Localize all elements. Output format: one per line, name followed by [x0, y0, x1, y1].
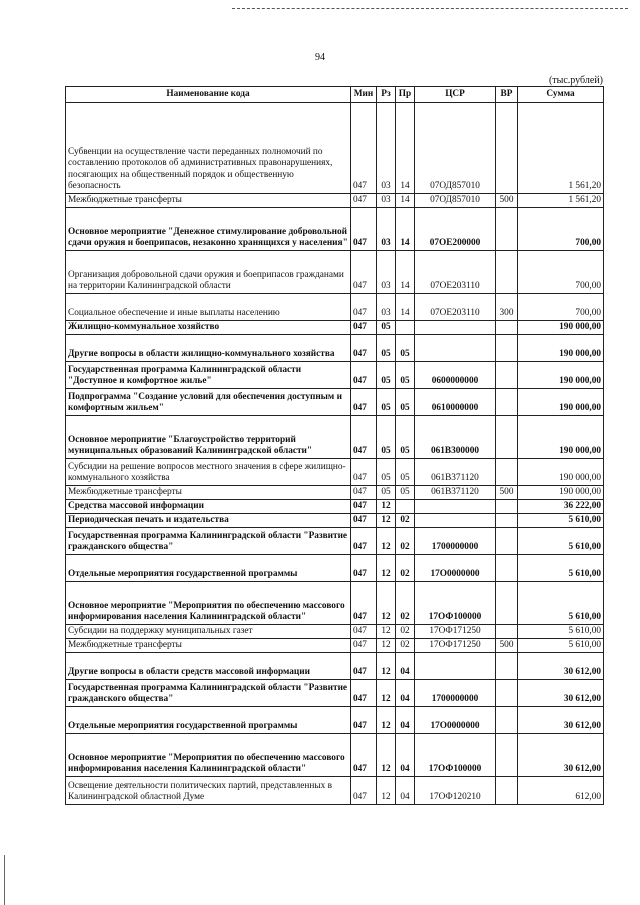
cell-csr — [415, 514, 496, 528]
cell-sum: 190 000,00 — [518, 416, 604, 459]
cell-rz: 03 — [377, 103, 396, 194]
cell-rz: 03 — [377, 194, 396, 208]
cell-rz: 12 — [377, 625, 396, 639]
cell-min: 047 — [351, 486, 377, 500]
cell-rz: 12 — [377, 734, 396, 777]
cell-csr: 061В371120 — [415, 486, 496, 500]
cell-vr: 500 — [496, 639, 518, 653]
cell-csr: 1700000000 — [415, 528, 496, 555]
cell-min: 047 — [351, 528, 377, 555]
cell-pr: 14 — [396, 194, 415, 208]
cell-pr: 04 — [396, 734, 415, 777]
cell-name: Периодическая печать и издательства — [66, 514, 351, 528]
cell-vr — [496, 777, 518, 805]
cell-name: Организация добровольной сдачи оружия и боеприпасов гражданами на территории Калининградской области — [66, 251, 351, 294]
cell-vr — [496, 680, 518, 707]
cell-vr: 300 — [496, 294, 518, 321]
cell-min: 047 — [351, 707, 377, 734]
cell-sum: 5 610,00 — [518, 514, 604, 528]
units-label: (тыс.рублей) — [548, 75, 603, 86]
cell-pr: 05 — [396, 335, 415, 362]
cell-rz: 12 — [377, 639, 396, 653]
cell-rz: 03 — [377, 208, 396, 251]
cell-csr: 17ОФ100000 — [415, 582, 496, 625]
cell-rz: 03 — [377, 294, 396, 321]
cell-pr: 05 — [396, 389, 415, 416]
cell-sum: 5 610,00 — [518, 639, 604, 653]
cell-pr: 05 — [396, 362, 415, 389]
cell-rz: 05 — [377, 362, 396, 389]
cell-csr: 07ОД857010 — [415, 103, 496, 194]
cell-pr: 02 — [396, 528, 415, 555]
cell-rz: 12 — [377, 707, 396, 734]
cell-sum: 1 561,20 — [518, 194, 604, 208]
cell-pr: 04 — [396, 653, 415, 680]
cell-min: 047 — [351, 777, 377, 805]
cell-name: Основное мероприятие "Мероприятия по обеспечению массового информирования населения Калининградской области" — [66, 582, 351, 625]
cell-csr: 17О0000000 — [415, 555, 496, 582]
cell-min: 047 — [351, 194, 377, 208]
cell-csr: 07ОЕ203110 — [415, 294, 496, 321]
cell-pr: 02 — [396, 639, 415, 653]
cell-rz: 12 — [377, 528, 396, 555]
cell-pr: 05 — [396, 486, 415, 500]
cell-sum: 30 612,00 — [518, 680, 604, 707]
cell-pr: 02 — [396, 555, 415, 582]
cell-sum: 190 000,00 — [518, 335, 604, 362]
cell-sum: 700,00 — [518, 294, 604, 321]
table-row — [66, 294, 604, 321]
cell-vr — [496, 555, 518, 582]
cell-vr — [496, 251, 518, 294]
cell-name: Межбюджетные трансферты — [66, 486, 351, 500]
cell-rz: 05 — [377, 321, 396, 335]
table-row — [66, 362, 604, 389]
table-row — [66, 416, 604, 459]
cell-csr: 0610000000 — [415, 389, 496, 416]
cell-csr: 07ОД857010 — [415, 194, 496, 208]
cell-csr: 1700000000 — [415, 680, 496, 707]
table-row — [66, 514, 604, 528]
cell-min: 047 — [351, 251, 377, 294]
cell-vr: 500 — [496, 486, 518, 500]
cell-sum: 190 000,00 — [518, 486, 604, 500]
cell-sum: 30 612,00 — [518, 707, 604, 734]
cell-pr: 04 — [396, 680, 415, 707]
header-min: Мин — [351, 87, 377, 103]
cell-name: Субвенции на осуществление части переданных полномочий по составлению протоколов об административных правонарушениях, посягающих на общественный порядок и общественную безопасность — [66, 103, 351, 194]
cell-pr: 14 — [396, 294, 415, 321]
table-row — [66, 680, 604, 707]
cell-min: 047 — [351, 625, 377, 639]
table-header-row — [66, 87, 604, 103]
cell-pr: 04 — [396, 777, 415, 805]
cell-csr: 07ОЕ200000 — [415, 208, 496, 251]
cell-sum: 700,00 — [518, 251, 604, 294]
cell-sum: 36 222,00 — [518, 500, 604, 514]
cell-name: Основное мероприятие "Благоустройство территорий муниципальных образований Калининградской области" — [66, 416, 351, 459]
table-row — [66, 194, 604, 208]
cell-min: 047 — [351, 639, 377, 653]
cell-rz: 12 — [377, 680, 396, 707]
cell-csr — [415, 335, 496, 362]
cell-vr — [496, 208, 518, 251]
cell-min: 047 — [351, 335, 377, 362]
cell-csr — [415, 500, 496, 514]
cell-name: Межбюджетные трансферты — [66, 639, 351, 653]
table-row — [66, 625, 604, 639]
cell-min: 047 — [351, 389, 377, 416]
cell-csr: 17ОФ171250 — [415, 625, 496, 639]
top-border-line — [232, 8, 628, 9]
table-row — [66, 707, 604, 734]
cell-vr — [496, 321, 518, 335]
header-vr: ВР — [496, 87, 518, 103]
cell-pr: 02 — [396, 514, 415, 528]
header-pr: Пр — [396, 87, 415, 103]
cell-sum: 190 000,00 — [518, 321, 604, 335]
cell-name: Отдельные мероприятия государственной программы — [66, 555, 351, 582]
cell-pr: 14 — [396, 251, 415, 294]
cell-sum: 5 610,00 — [518, 528, 604, 555]
table-row — [66, 653, 604, 680]
cell-csr: 0600000000 — [415, 362, 496, 389]
budget-table — [65, 86, 604, 805]
cell-sum: 190 000,00 — [518, 362, 604, 389]
cell-min: 047 — [351, 555, 377, 582]
cell-rz: 05 — [377, 459, 396, 486]
table-row — [66, 459, 604, 486]
header-csr: ЦСР — [415, 87, 496, 103]
cell-min: 047 — [351, 653, 377, 680]
cell-csr: 17О0000000 — [415, 707, 496, 734]
cell-vr: 500 — [496, 194, 518, 208]
table-row — [66, 582, 604, 625]
page-number: 94 — [315, 52, 325, 63]
cell-sum: 30 612,00 — [518, 734, 604, 777]
cell-vr — [496, 335, 518, 362]
cell-pr: 02 — [396, 582, 415, 625]
cell-name: Межбюджетные трансферты — [66, 194, 351, 208]
cell-name: Средства массовой информации — [66, 500, 351, 514]
cell-min: 047 — [351, 514, 377, 528]
header-name: Наименование кода — [66, 87, 351, 103]
header-rz: Рз — [377, 87, 396, 103]
cell-name: Государственная программа Калининградской области "Развитие гражданского общества" — [66, 680, 351, 707]
cell-rz: 12 — [377, 500, 396, 514]
left-margin-line — [4, 855, 5, 905]
cell-name: Другие вопросы в области жилищно-коммунального хозяйства — [66, 335, 351, 362]
table-row — [66, 251, 604, 294]
cell-vr — [496, 707, 518, 734]
cell-vr — [496, 528, 518, 555]
cell-pr: 02 — [396, 625, 415, 639]
cell-csr: 07ОЕ203110 — [415, 251, 496, 294]
table-row — [66, 103, 604, 194]
cell-min: 047 — [351, 416, 377, 459]
cell-rz: 12 — [377, 555, 396, 582]
cell-pr: 05 — [396, 459, 415, 486]
table-row — [66, 208, 604, 251]
cell-min: 047 — [351, 294, 377, 321]
table-row — [66, 734, 604, 777]
cell-name: Отдельные мероприятия государственной программы — [66, 707, 351, 734]
cell-min: 047 — [351, 734, 377, 777]
header-sum: Сумма — [518, 87, 604, 103]
cell-vr — [496, 734, 518, 777]
cell-name: Основное мероприятие "Мероприятия по обеспечению массового информирования населения Калининградской области" — [66, 734, 351, 777]
cell-csr — [415, 321, 496, 335]
cell-pr: 14 — [396, 103, 415, 194]
cell-rz: 05 — [377, 486, 396, 500]
cell-min: 047 — [351, 362, 377, 389]
cell-vr — [496, 500, 518, 514]
table-row — [66, 528, 604, 555]
cell-csr: 17ОФ100000 — [415, 734, 496, 777]
cell-rz: 05 — [377, 335, 396, 362]
cell-pr — [396, 321, 415, 335]
cell-sum: 30 612,00 — [518, 653, 604, 680]
cell-min: 047 — [351, 680, 377, 707]
cell-name: Субсидии на решение вопросов местного значения в сфере жилищно-коммунального хозяйства — [66, 459, 351, 486]
cell-sum: 190 000,00 — [518, 389, 604, 416]
table-row — [66, 555, 604, 582]
cell-name: Государственная программа Калининградской области "Доступное и комфортное жилье" — [66, 362, 351, 389]
cell-sum: 1 561,20 — [518, 103, 604, 194]
cell-pr: 14 — [396, 208, 415, 251]
cell-rz: 12 — [377, 514, 396, 528]
cell-name: Основное мероприятие "Денежное стимулирование добровольной сдачи оружия и боеприпасов, незаконно хранящихся у населения" — [66, 208, 351, 251]
cell-min: 047 — [351, 500, 377, 514]
cell-sum: 700,00 — [518, 208, 604, 251]
cell-name: Социальное обеспечение и иные выплаты населению — [66, 294, 351, 321]
table-row — [66, 486, 604, 500]
cell-csr: 17ОФ120210 — [415, 777, 496, 805]
cell-vr — [496, 653, 518, 680]
cell-rz: 12 — [377, 653, 396, 680]
cell-rz: 03 — [377, 251, 396, 294]
cell-min: 047 — [351, 459, 377, 486]
cell-name: Государственная программа Калининградской области "Развитие гражданского общества" — [66, 528, 351, 555]
cell-name: Освещение деятельности политических партий, представленных в Калининградской областной Думе — [66, 777, 351, 805]
cell-min: 047 — [351, 321, 377, 335]
table-row — [66, 389, 604, 416]
cell-rz: 05 — [377, 389, 396, 416]
cell-pr — [396, 500, 415, 514]
table-row — [66, 335, 604, 362]
cell-vr — [496, 389, 518, 416]
cell-min: 047 — [351, 103, 377, 194]
cell-vr — [496, 362, 518, 389]
cell-sum: 5 610,00 — [518, 625, 604, 639]
cell-rz: 12 — [377, 777, 396, 805]
table-row — [66, 777, 604, 805]
cell-csr — [415, 653, 496, 680]
cell-name: Другие вопросы в области средств массовой информации — [66, 653, 351, 680]
cell-name: Подпрограмма "Создание условий для обеспечения доступным и комфортным жильем" — [66, 389, 351, 416]
cell-sum: 5 610,00 — [518, 582, 604, 625]
table-row — [66, 639, 604, 653]
cell-vr — [496, 514, 518, 528]
cell-min: 047 — [351, 208, 377, 251]
cell-sum: 190 000,00 — [518, 459, 604, 486]
cell-name: Жилищно-коммунальное хозяйство — [66, 321, 351, 335]
table-row — [66, 321, 604, 335]
cell-vr — [496, 625, 518, 639]
cell-vr — [496, 416, 518, 459]
cell-rz: 05 — [377, 416, 396, 459]
cell-vr — [496, 582, 518, 625]
cell-csr: 061В300000 — [415, 416, 496, 459]
cell-vr — [496, 103, 518, 194]
cell-pr: 04 — [396, 707, 415, 734]
table-row — [66, 500, 604, 514]
cell-sum: 612,00 — [518, 777, 604, 805]
cell-vr — [496, 459, 518, 486]
cell-csr: 17ОФ171250 — [415, 639, 496, 653]
cell-pr: 05 — [396, 416, 415, 459]
cell-csr: 061В371120 — [415, 459, 496, 486]
cell-min: 047 — [351, 582, 377, 625]
cell-name: Субсидии на поддержку муниципальных газет — [66, 625, 351, 639]
cell-rz: 12 — [377, 582, 396, 625]
cell-sum: 5 610,00 — [518, 555, 604, 582]
